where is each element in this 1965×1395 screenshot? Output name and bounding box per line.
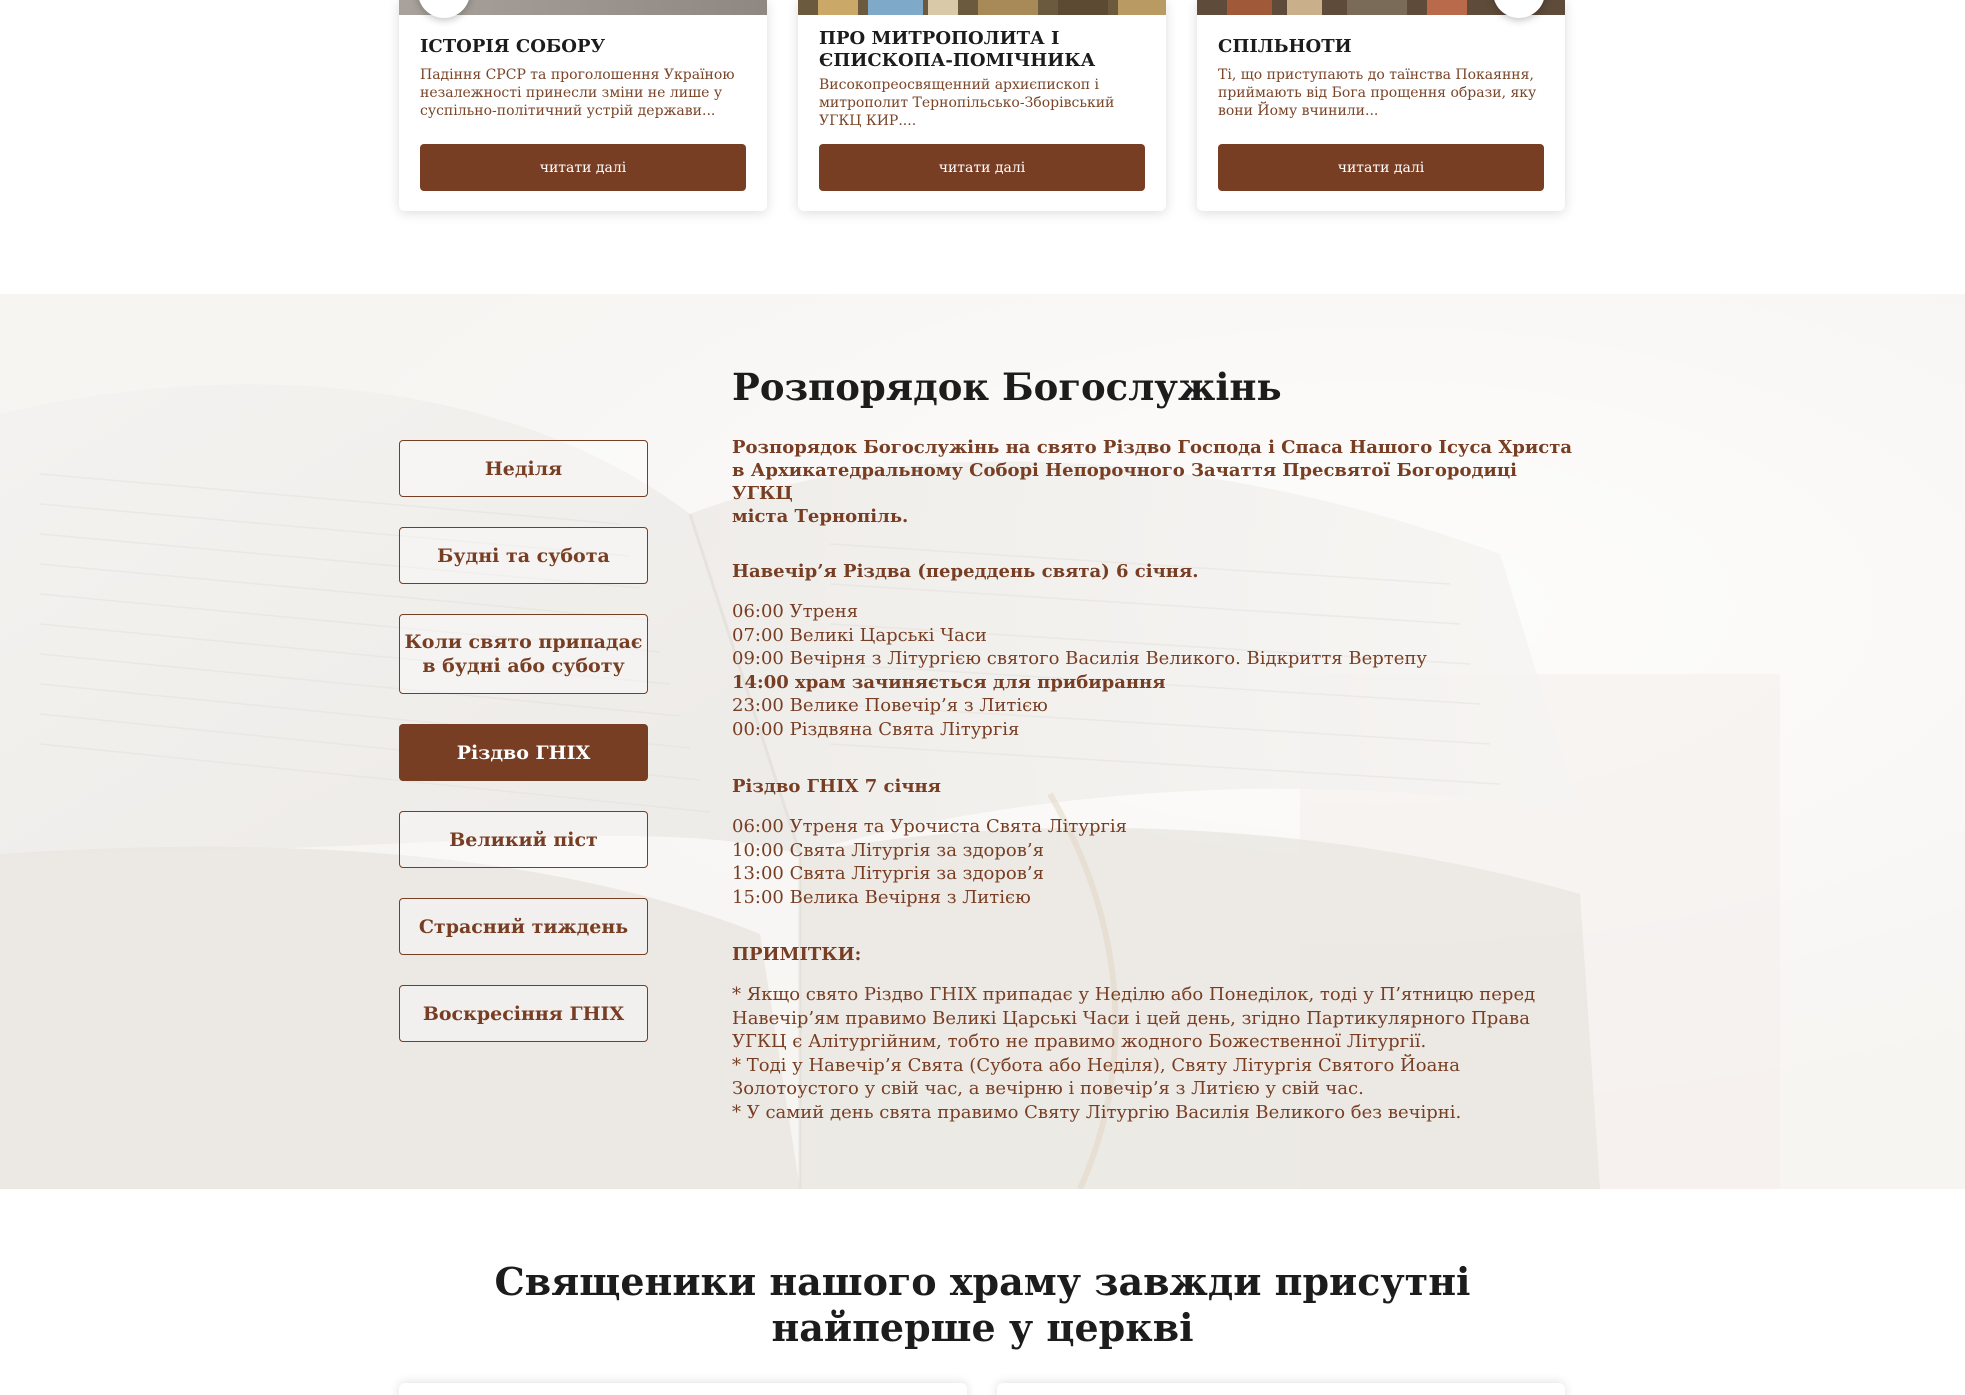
card-title: ПРО МИТРОПОЛИТА І ЄПИСКОПА-ПОМІЧНИКА bbox=[819, 28, 1096, 71]
schedule-title: Розпорядок Богослужінь bbox=[732, 365, 1282, 409]
menu-feast-on-weekday[interactable]: Коли свято припадає в будні або суботу bbox=[399, 614, 648, 694]
note-line: Навечір’ям правимо Великі Царські Часи і цей день, згідно Партикулярного Права bbox=[732, 1007, 1530, 1029]
schedule-item: 13:00 Свята Літургія за здоров’я bbox=[732, 863, 1044, 884]
read-more-button[interactable]: читати далі bbox=[1218, 144, 1544, 191]
menu-great-lent[interactable]: Великий піст bbox=[399, 811, 648, 868]
christmas-schedule-list bbox=[732, 815, 1572, 909]
chevron-left-icon bbox=[435, 0, 453, 1]
card-image bbox=[798, 0, 1166, 15]
schedule-section bbox=[0, 294, 1965, 1189]
schedule-item: 23:00 Велике Повечір’я з Литією bbox=[732, 695, 1048, 716]
schedule-item: 14:00 храм зачиняється для прибирання bbox=[732, 671, 1166, 693]
eve-heading: Навечір’я Різдва (переддень свята) 6 січня. bbox=[732, 561, 1199, 582]
menu-easter[interactable]: Воскресіння ГНІХ bbox=[399, 985, 648, 1042]
card-communities bbox=[1197, 0, 1565, 211]
menu-holy-week[interactable]: Страсний тиждень bbox=[399, 898, 648, 955]
card-text: Високопреосвященний архиєпископ і митрополит Тернопільсько-Зборівський УГКЦ КИР.... bbox=[819, 77, 1115, 129]
intro-line: Розпорядок Богослужінь на свято Різдво Господа і Спаса Нашого Ісуса Христа bbox=[732, 437, 1573, 458]
schedule-item: 06:00 Утреня та Урочиста Свята Літургія bbox=[732, 816, 1128, 837]
schedule-item: 06:00 Утреня bbox=[732, 601, 859, 622]
eve-schedule-list bbox=[732, 600, 1572, 741]
schedule-item: 10:00 Свята Літургія за здоров’я bbox=[732, 839, 1044, 861]
read-more-button[interactable]: читати далі bbox=[420, 144, 746, 191]
card-metropolitan bbox=[798, 0, 1166, 211]
schedule-intro bbox=[732, 436, 1572, 528]
intro-line: міста Тернопіль. bbox=[732, 506, 909, 527]
schedule-item: 07:00 Великі Царські Часи bbox=[732, 624, 987, 646]
card-text: Ті, що приступають до таїнства Покаяння, приймають від Бога прощення образи, яку вони Йому вчинили... bbox=[1218, 67, 1537, 119]
priests-title bbox=[0, 1259, 1965, 1351]
note-line: * Тоді у Навечір’я Свята (Субота або Неділя), Святу Літургія Святого Йоана bbox=[732, 1054, 1461, 1076]
schedule-menu bbox=[399, 440, 648, 1072]
schedule-item: 09:00 Вечірня з Літургією святого Василія Великого. Відкриття Вертепу bbox=[732, 648, 1427, 669]
card-text: Падіння СРСР та проголошення Україною незалежності принесли зміни не лише у суспільно-політичний устрій держави... bbox=[420, 67, 735, 119]
priests-title-line: Священики нашого храму завжди присутні bbox=[494, 1259, 1471, 1304]
priests-title-line: найперше у церкві bbox=[771, 1305, 1194, 1350]
cards-section bbox=[0, 0, 1965, 294]
priest-card bbox=[399, 1383, 967, 1395]
card-history bbox=[399, 0, 767, 211]
card-title: ІСТОРІЯ СОБОРУ bbox=[420, 36, 606, 57]
schedule-item: 00:00 Різдвяна Свята Літургія bbox=[732, 718, 1020, 740]
menu-sunday[interactable]: Неділя bbox=[399, 440, 648, 497]
read-more-button[interactable]: читати далі bbox=[819, 144, 1145, 191]
schedule-content bbox=[732, 364, 1572, 1124]
schedule-item: 15:00 Велика Вечірня з Литією bbox=[732, 886, 1031, 908]
chevron-right-icon bbox=[1510, 0, 1528, 1]
notes-heading: ПРИМІТКИ: bbox=[732, 944, 862, 965]
card-title: СПІЛЬНОТИ bbox=[1218, 36, 1352, 57]
menu-christmas[interactable]: Різдво ГНІХ bbox=[399, 724, 648, 781]
note-line: * Якщо свято Різдво ГНІХ припадає у Неділю або Понеділок, тоді у П’ятницю перед bbox=[732, 984, 1536, 1005]
priests-section bbox=[0, 1189, 1965, 1395]
notes-list bbox=[732, 983, 1572, 1124]
priest-card bbox=[997, 1383, 1565, 1395]
intro-line: в Архикатедральному Соборі Непорочного Зачаття Пресвятої Богородиці УГКЦ bbox=[732, 460, 1517, 504]
note-line: Золотоустого у свій час, а вечірню і повечір’я з Литією у свій час. bbox=[732, 1078, 1364, 1099]
note-line: УГКЦ є Алітургійним, тобто не правимо жодного Божественної Літургії. bbox=[732, 1031, 1427, 1052]
christmas-heading: Різдво ГНІХ 7 січня bbox=[732, 776, 941, 797]
menu-weekdays-saturday[interactable]: Будні та субота bbox=[399, 527, 648, 584]
note-line: * У самий день свята правимо Святу Літургію Василія Великого без вечірні. bbox=[732, 1101, 1462, 1123]
